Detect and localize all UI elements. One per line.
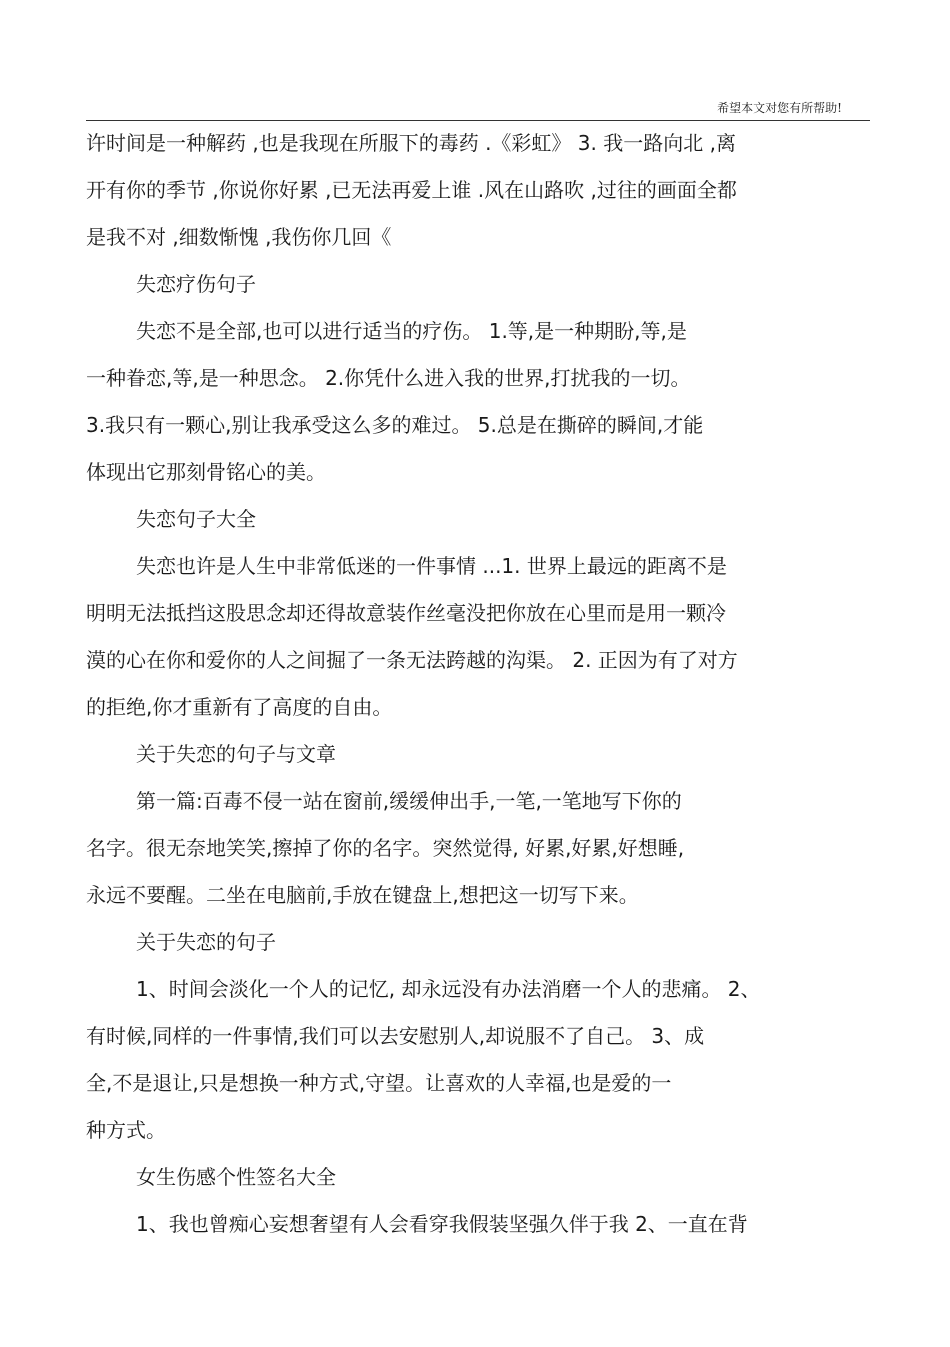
text-line: 种方式。: [86, 1118, 166, 1142]
text-line: 体现出它那刻骨铭心的美。: [86, 460, 326, 484]
text-line: 全,不是退让,只是想换一种方式,守望。让喜欢的人幸福,也是爱的一: [86, 1071, 672, 1095]
text-line: 1、我也曾痴心妄想奢望有人会看穿我假装坚强久伴于我 2、一直在背: [136, 1212, 748, 1236]
text-line: 开有你的季节 ,你说你好累 ,已无法再爱上谁 .风在山路吹 ,过往的画面全都: [86, 178, 737, 202]
text-line: 失恋也许是人生中非常低迷的一件事情 ...1. 世界上最远的距离不是: [136, 554, 727, 578]
text-line: 漠的心在你和爱你的人之间掘了一条无法跨越的沟渠。 2. 正因为有了对方: [86, 648, 738, 672]
text-line: 许时间是一种解药 ,也是我现在所服下的毒药 .《彩虹》 3. 我一路向北 ,离: [86, 131, 736, 155]
text-line: 失恋不是全部,也可以进行适当的疗伤。 1.等,是一种期盼,等,是: [136, 319, 687, 343]
document-body: [86, 120, 866, 1248]
text-line: 明明无法抵挡这股思念却还得故意装作丝毫没把你放在心里而是用一颗冷: [86, 601, 726, 625]
text-line: 失恋句子大全: [136, 507, 256, 531]
text-line: 第一篇:百毒不侵一站在窗前,缓缓伸出手,一笔,一笔地写下你的: [136, 789, 682, 813]
text-line: 关于失恋的句子: [136, 930, 276, 954]
text-line: 关于失恋的句子与文章: [136, 742, 336, 766]
text-line: 失恋疗伤句子: [136, 272, 256, 296]
text-line: 女生伤感个性签名大全: [136, 1165, 336, 1189]
text-line: 3.我只有一颗心,别让我承受这么多的难过。 5.总是在撕碎的瞬间,才能: [86, 413, 704, 437]
text-line: 有时候,同样的一件事情,我们可以去安慰别人,却说服不了自己。 3、成: [86, 1024, 705, 1048]
header-note: 希望本文对您有所帮助!: [717, 101, 842, 115]
text-line: 的拒绝,你才重新有了高度的自由。: [86, 695, 393, 719]
text-line: 永远不要醒。二坐在电脑前,手放在键盘上,想把这一切写下来。: [86, 883, 639, 907]
text-line: 是我不对 ,细数惭愧 ,我伤你几回《: [86, 225, 392, 249]
text-line: 名字。很无奈地笑笑,擦掉了你的名字。突然觉得, 好累,好累,好想睡,: [86, 836, 685, 860]
text-line: 一种眷恋,等,是一种思念。 2.你凭什么进入我的世界,打扰我的一切。: [86, 366, 691, 390]
text-line: 1、时间会淡化一个人的记忆, 却永远没有办法消磨一个人的悲痛。 2、: [136, 977, 761, 1001]
